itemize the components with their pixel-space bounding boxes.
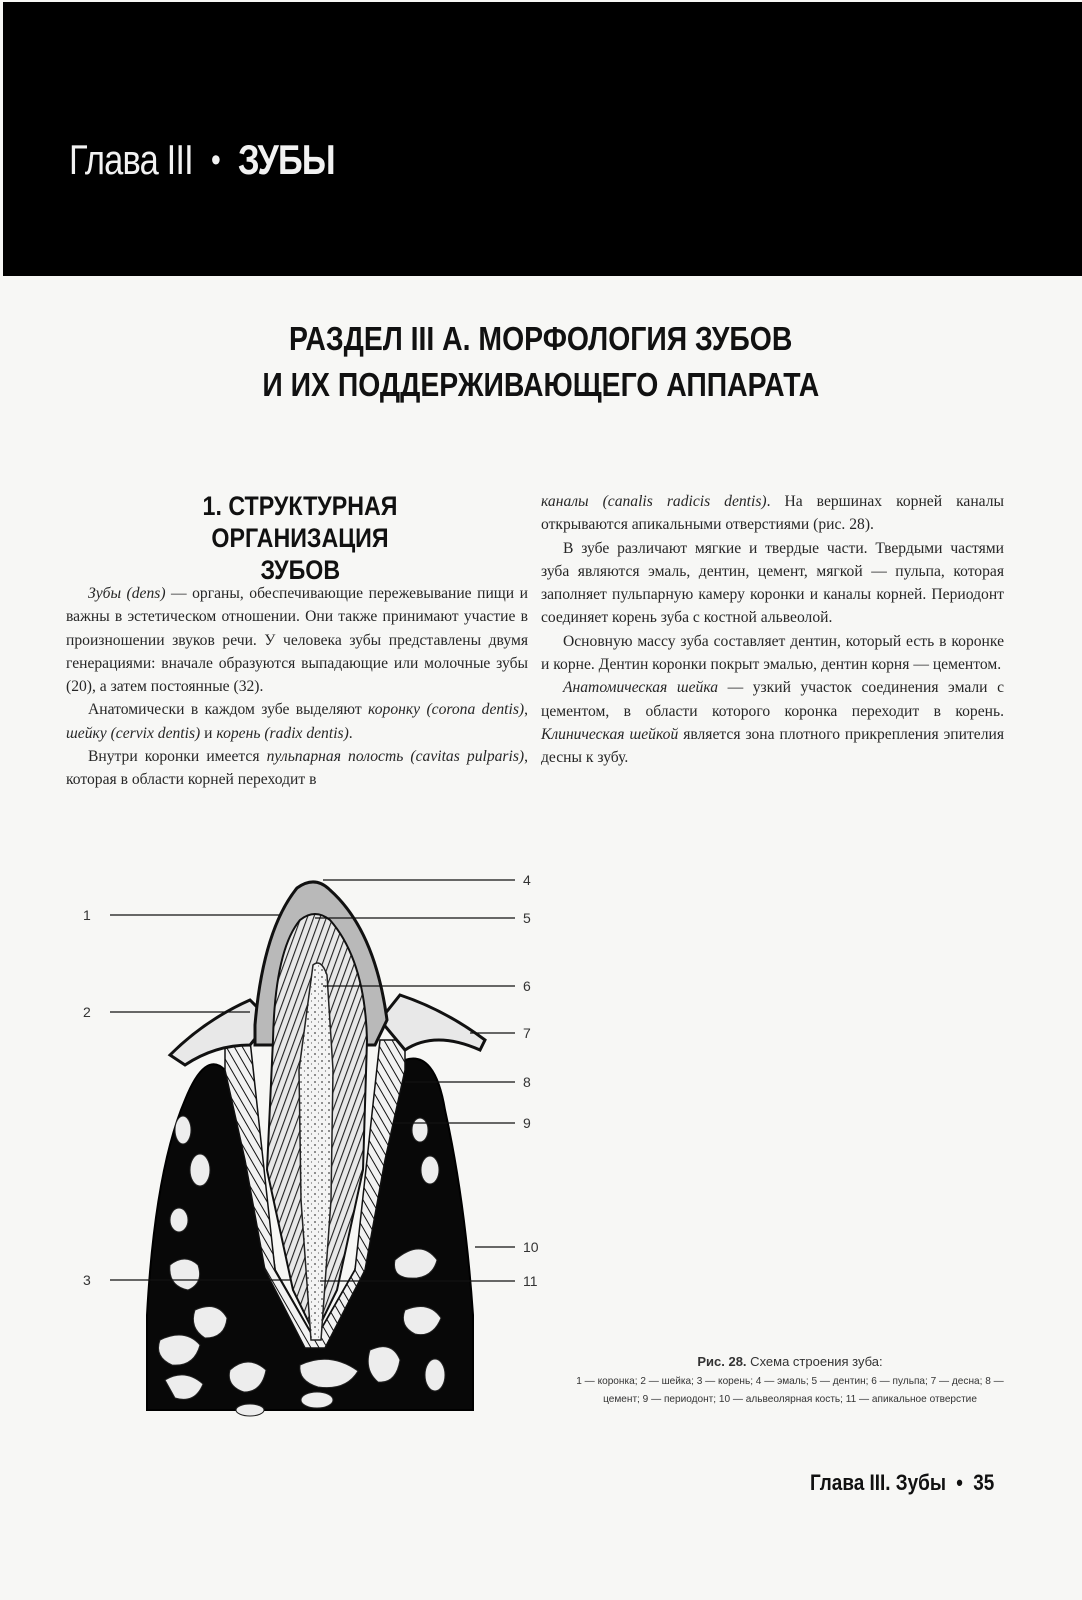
chapter-label: Глава III bbox=[69, 136, 193, 183]
paragraph bbox=[66, 745, 528, 792]
paragraph-text: Анатомически в каждом зубе выделяют bbox=[88, 701, 369, 719]
term: каналы (canalis radicis dentis) bbox=[541, 493, 767, 510]
paragraph-text: — узкий участок соединения эмали с цементом, в области которого коронка переходит в корень. bbox=[541, 679, 1004, 720]
figure-caption bbox=[565, 1352, 1015, 1408]
caption-label: Рис. 28. bbox=[697, 1354, 747, 1369]
paragraph bbox=[66, 582, 528, 698]
chapter-title bbox=[69, 136, 335, 184]
tooth-diagram bbox=[75, 870, 555, 1420]
paragraph-text: является зона плотного прикрепления эпителия десны к зубу. bbox=[541, 725, 1004, 767]
bullet-icon: • bbox=[955, 1470, 963, 1495]
figure-label-7: 7 bbox=[523, 1025, 531, 1041]
paragraph-text: , которая в области корней переходит в bbox=[66, 748, 528, 789]
bullet-icon: • bbox=[210, 141, 220, 179]
figure-label-4: 4 bbox=[523, 872, 531, 888]
paragraph-text: и bbox=[200, 724, 217, 742]
paragraph bbox=[541, 676, 1004, 769]
term: коронку (corona dentis) bbox=[368, 701, 525, 719]
paragraph bbox=[541, 490, 1004, 537]
subsection-heading-line-2: ЗУБОВ bbox=[260, 555, 340, 585]
figure-label-3: 3 bbox=[83, 1272, 91, 1288]
caption-title-text: Схема строения зуба: bbox=[746, 1354, 883, 1369]
term: Клиническая шейкой bbox=[541, 725, 679, 743]
term: Зубы (dens) bbox=[88, 585, 166, 602]
paragraph bbox=[66, 698, 528, 745]
left-column bbox=[66, 582, 528, 792]
paragraph-text: . bbox=[348, 724, 353, 742]
figure-label-9: 9 bbox=[523, 1115, 531, 1131]
paragraph: Основную массу зуба составляет дентин, который есть в коронке и корне. Дентин коронки покрыт эмалью, дентин корня — цементом. bbox=[541, 632, 1004, 674]
caption-body: 1 — коронка; 2 — шейка; 3 — корень; 4 — эмаль; 5 — дентин; 6 — пульпа; 7 — десна; 8 — цемент; 9 — периодонт; 10 — альвеолярная кость; 11 — апикальное отверстие bbox=[576, 1375, 1004, 1405]
caption-title bbox=[565, 1352, 1015, 1372]
figure-label-2: 2 bbox=[83, 1004, 91, 1020]
figure-label-8: 8 bbox=[523, 1074, 531, 1090]
paragraph: В зубе различают мягкие и твердые части. Твердыми частями зуба являются эмаль, дентин, цемент, мягкой — пульпа, которая заполняет пульпарную камеру коронки и каналы корней. Периодонт соединяет корень зуба с костной альвеолой. bbox=[541, 539, 1004, 627]
chapter-name: ЗУБЫ bbox=[237, 136, 335, 183]
figure-label-5: 5 bbox=[523, 910, 531, 926]
chapter-banner bbox=[3, 2, 1082, 276]
paragraph-text: , bbox=[524, 701, 528, 719]
section-title-line-2: И ИХ ПОДДЕРЖИВАЮЩЕГО АППАРАТА bbox=[262, 366, 820, 403]
term: пульпарная полость (cavitas pulparis) bbox=[266, 748, 525, 766]
section-title bbox=[0, 316, 1082, 408]
subsection-heading-line-1: 1. СТРУКТУРНАЯ ОРГАНИЗАЦИЯ bbox=[202, 491, 398, 553]
paragraph-text: . На вершинах корней каналы открываются апикальными отверстиями (рис. 28). bbox=[541, 493, 1004, 534]
term: корень (radix dentis) bbox=[216, 724, 349, 742]
right-column bbox=[541, 490, 1004, 770]
paragraph-text: Внутри коронки имеется bbox=[88, 748, 267, 766]
running-footer bbox=[810, 1470, 994, 1496]
figure-label-11: 11 bbox=[523, 1273, 538, 1289]
tooth-structure-figure bbox=[75, 870, 555, 1420]
section-title-line-1: РАЗДЕЛ III А. МОРФОЛОГИЯ ЗУБОВ bbox=[289, 320, 793, 357]
term: шейку (cervix dentis) bbox=[66, 724, 201, 742]
subsection-heading bbox=[80, 490, 520, 586]
paragraph-text: — органы, обеспечивающие пережевывание пищи и важны в эстетическом отношении. Они также принимают участие в произношении звуков речи. У человека зубы представлены двумя генерациями: вначале образуются выпадающие или молочные зубы (20), а затем постоянные (32). bbox=[66, 585, 528, 696]
figure-label-6: 6 bbox=[523, 978, 531, 994]
page-number: 35 bbox=[972, 1470, 994, 1495]
term: Анатомическая шейка bbox=[563, 679, 719, 697]
figure-label-1: 1 bbox=[83, 907, 91, 923]
footer-chapter: Глава III. Зубы bbox=[809, 1470, 946, 1495]
figure-label-10: 10 bbox=[523, 1239, 539, 1255]
